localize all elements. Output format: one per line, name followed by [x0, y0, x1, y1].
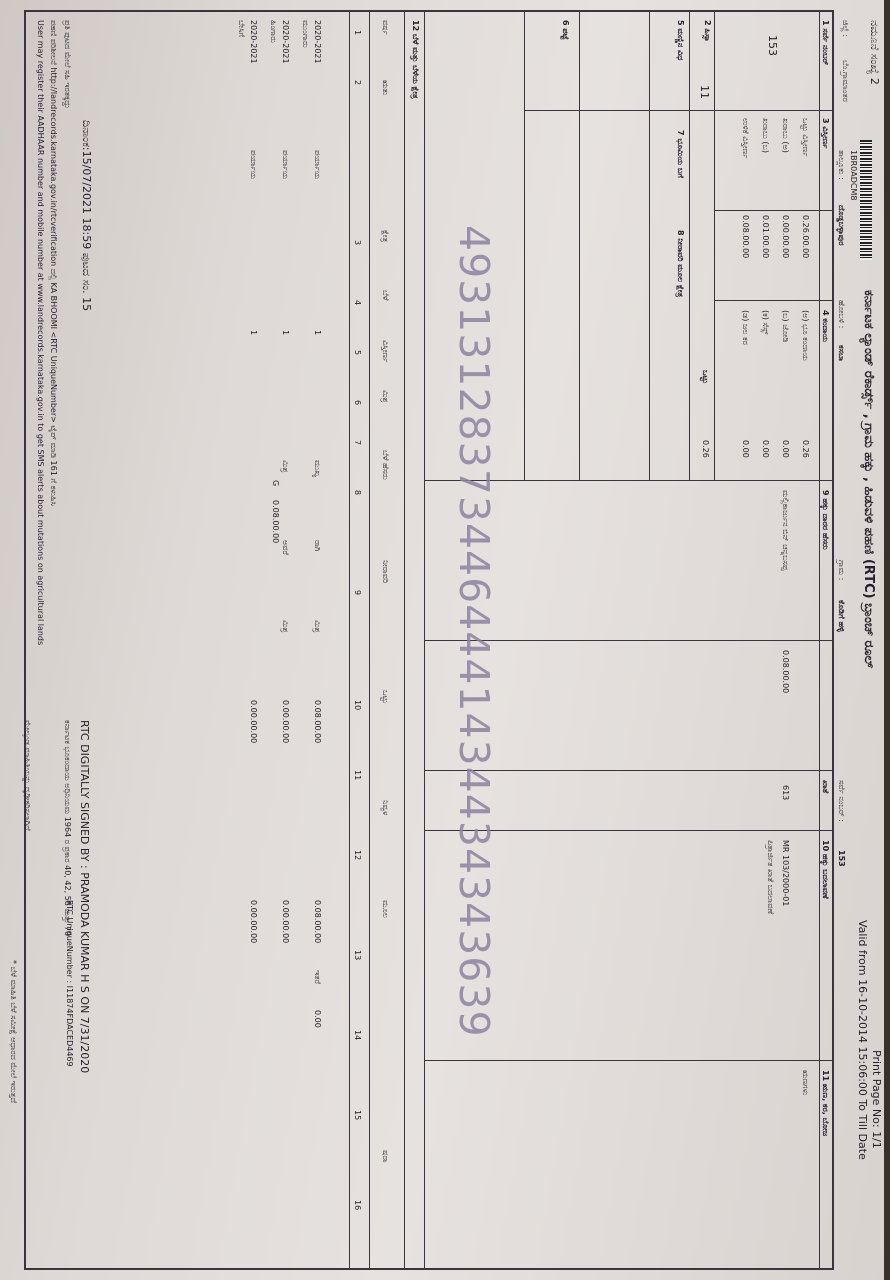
crop-row-2-note: 1	[281, 330, 290, 336]
left-block-divider-2	[689, 10, 690, 480]
crop-row-1-year: 2020-2021	[313, 20, 322, 64]
revenue-row-value-3: 0.00	[761, 440, 770, 458]
crop-row-1-crop-name: ರಾಗಿ	[313, 540, 322, 552]
crop-colnum-14: 14	[353, 1030, 362, 1041]
crop-head-total: ಒಟ್ಟು	[381, 690, 390, 704]
left-block-divider-5	[524, 10, 525, 480]
encumbrance-col-title: 11 ಋಣ, ಕರ, ಬೋಜ	[821, 1070, 830, 1137]
crop-row-3-area2: 0.00.00.00	[249, 900, 258, 944]
hobli-value: ಕಸಬಾ	[837, 345, 846, 362]
crop-head-irrigation: ನೀರಾವರಿ	[381, 560, 390, 584]
crop-colnum-7: 7	[353, 440, 362, 446]
crop-colnum-16: 16	[353, 1200, 362, 1211]
crop-colnum-11: 11	[353, 770, 362, 781]
sms-note: User may register their AADHAAR number and mobile number at www.landrecords.karnataka.gov.in to get SMS alerts about mutations on agricultural lands	[36, 20, 45, 646]
left-col-v1	[524, 110, 834, 111]
crop-head-remarks: ಷರಾ	[381, 1150, 390, 1163]
print-page-no: Print Page No: 1/1	[870, 1050, 883, 1149]
crop-colnum-2: 2	[353, 80, 362, 86]
mutation-col-title: 10 ಹಕ್ಕು ಬದಲಾವಣೆ	[821, 840, 830, 899]
hobli-label: ಹೋಬಳಿ :	[837, 300, 846, 329]
taluk-value: ದೊಡ್ಡಬಳ್ಳಾಪುರ	[837, 205, 846, 246]
crop-head-season: ಋತು	[381, 80, 390, 96]
area-row-value-4: 0.08.00.00	[741, 215, 750, 259]
soil-col-title: 5 ಮಣ್ಣಿನ ವಿಧ	[676, 20, 685, 61]
crop-row-2-area2: 0.00.00.00	[281, 900, 290, 944]
crop-head-crop: ಬೆಳೆ	[381, 290, 390, 301]
left-block-divider-1	[714, 10, 715, 480]
crop-side-zero: 0.00	[313, 1010, 322, 1028]
crop-side-label: ಇತರೆ	[313, 970, 322, 984]
crop-row-1-mix: ಮಿಶ್ರ	[313, 620, 322, 633]
encumbrance-subtitle: ಋಣಗಳು	[801, 1070, 810, 1096]
crop-head-mix: ಮಿಶ್ರ	[381, 390, 390, 403]
revenue-row-label-1: (ಅ) ಭೂ ಕಂದಾಯ	[801, 310, 810, 361]
crop-head-year: ವರ್ಷ	[381, 20, 390, 35]
crop-colnum-9: 9	[353, 590, 362, 596]
revenue-row-label-2: (ಬ) ಜೋಡಿ	[781, 310, 790, 343]
crop-g-area: 0.08.00.00	[271, 500, 280, 544]
crop-row-2-year: 2020-2021	[281, 20, 290, 64]
background-edge	[884, 0, 890, 1280]
crop-row-1-note: 1	[313, 330, 322, 336]
crop-row-3-area: 0.00.00.00	[249, 700, 258, 744]
class-col-title: 6 ಪಟ್ಟೆ	[561, 20, 570, 40]
crop-section-title: 12 ಬೆಳೆ ಮತ್ತು ಬೆಳೆಯ ಕ್ಷೇತ್ರ	[411, 20, 420, 99]
crop-row-3-note: 1	[249, 330, 258, 336]
left-block-divider-3	[649, 10, 650, 480]
revenue-col-title: 4 ಕಂದಾಯ	[821, 310, 830, 343]
area-row-value-1: 0.26.00.00	[801, 215, 810, 259]
crop-row-3-season: ಬೇಸಿಗೆ	[237, 20, 246, 37]
area-row-label-2: ಖರಾಬು (ಅ)	[781, 118, 790, 153]
irrigation-col-title: 8 ನೀರಾವರಿ ಮೂಲ ಕ್ಷೇತ್ರ	[676, 230, 685, 298]
crop-row-2-season: ಹಿಂಗಾರು	[269, 20, 278, 43]
khata-col-title: ಖಾತೆ	[821, 780, 830, 794]
crop-colnum-3: 3	[353, 240, 362, 246]
crop-head-area: ವಿಸ್ತೀರ್ಣ	[381, 340, 390, 363]
mutation-number: MR 103/2000-01	[781, 840, 790, 907]
crop-colnum-1: 1	[353, 30, 362, 36]
barcode-number: 1BR0ADCM8	[849, 150, 858, 201]
survey-col-value: 153	[766, 35, 779, 56]
owner-col-title: 9 ಹಕ್ಕು ದಾರರ ಹೆಸರು	[821, 490, 830, 550]
verification-note: ಪಹಣಿ ಪರಿಶೀಲನೆ http://landrecords.karnataka.gov.in/rtcverification ದಲ್ಲಿ KA BHOOMI <RTC UniqueNumber> ಟೈಪ್ ಮಾಡಿ 161 ಗೆ ಕಳುಹಿಸಿ	[49, 20, 58, 506]
revenue-row-label-3: (ಕ) ಸೆಸ್ಸ್	[761, 310, 770, 335]
taluk-label: ತಾಲ್ಲೂಕು :	[837, 150, 846, 180]
left-col-v3	[714, 300, 834, 301]
crop-colnum-10: 10	[353, 700, 362, 711]
rtc-unique-number: RTC UniqueNumber : I11874FDACED4469	[65, 900, 74, 1067]
crop-colnum-15: 15	[353, 1110, 362, 1121]
revenue-row-value-4: 0.00	[741, 440, 750, 458]
crop-g-mark: G	[271, 480, 280, 487]
crop-head-crop-name: ಬೆಳೆ ಹೆಸರು	[381, 450, 390, 480]
page-title: ಕರ್ನಾಟಕ ಲ್ಯಾಂಡ್ ರೆಕಾರ್ಡ್ಸ್ , ಗ್ರಾಮ ಹಕ್ಕು , ಹಿಡುವಳಿ ಪಹಣಿ (RTC) ಬ್ರಾಂಚ್ ರೂಲ್	[861, 290, 876, 669]
crop-colnum-5: 5	[353, 350, 362, 356]
table-left-border	[24, 10, 834, 12]
district-value: ಬೆಂ.ಗ್ರಾಮಾಂತರ	[841, 60, 850, 102]
crop-row-2-area: 0.00.00.00	[281, 700, 290, 744]
crop-row-1-season: ಮುಂಗಾರು	[301, 20, 310, 48]
crop-colnum-8: 8	[353, 490, 362, 496]
khata-number: 613	[781, 785, 790, 801]
crop-head-net: ನಿವ್ವಳ	[381, 800, 390, 816]
crop-colnum-4: 4	[353, 300, 362, 306]
village-value: ಕೊಡಿಗೆ ಹಳ್ಳಿ	[837, 600, 846, 632]
area-row-label-1: ಒಟ್ಟು ವಿಸ್ತೀರ್ಣ	[801, 118, 810, 157]
revenue-total-label: ಒಟ್ಟು	[701, 370, 710, 384]
tenure-col-title: 7 ಭೂಮಿಯ ಬಗೆ	[676, 130, 685, 178]
crop-header-line-1	[404, 10, 405, 1270]
revenue-total-value: 0.26	[701, 440, 710, 458]
owner-name: ಮಲ್ಲಿಕಾರ್ಜುನ ಬಿನ್ ಚನ್ನಬಸಪ್ಪ	[781, 490, 790, 571]
survey-col-title: 1 ಸರ್ವೆ ನಂಬರ್	[821, 20, 830, 66]
crop-row-3-crop: ಪರ್ಯಾಯ	[249, 150, 258, 180]
table-right-border	[24, 1268, 834, 1270]
crop-header-line-2	[369, 10, 370, 1270]
crop-row-1-area: 0.08.00.00	[313, 700, 322, 744]
crop-row-2-mix: ಮಿಶ್ರ	[281, 620, 290, 633]
crop-row-2-crop: ಪರ್ಯಾಯ	[281, 150, 290, 180]
district-label: ಜಿಲ್ಲೆ :	[841, 20, 850, 38]
owner-col-v4	[424, 1060, 834, 1061]
village-label: ಗ್ರಾಮ :	[837, 560, 846, 581]
crop-head-field: ಕ್ಷೇತ್ರ	[381, 230, 390, 243]
mutation-note: ಪಿತ್ರಾರ್ಜಿತ ಖಾತೆ ಬದಲಾವಣೆ	[766, 840, 775, 915]
revenue-row-value-1: 0.26	[801, 440, 810, 458]
digital-signature: RTC DIGITALLY SIGNED BY : PRAMODA KUMAR H S ON 7/31/2020	[78, 720, 91, 1074]
left-block-divider-4	[579, 10, 580, 480]
hissa-col-title: 2 ಹಿಸ್ಸಾ	[703, 20, 712, 42]
barcode	[860, 140, 872, 260]
signature-note: ಪ್ರತಿ ಪುಟದ ಮೇಲೆ ಸಹಿ ಇರತಕ್ಕದ್ದು	[63, 20, 72, 109]
act-note: ಕರ್ನಾಟಕ ಭೂಕಂದಾಯ ಅಧಿನಿಯಮ 1964 ರ ಪ್ರಕಾರ 40, 42, 58 ಮತ್ತು 70	[63, 720, 72, 937]
authentication-note: ಮೇಲ್ಕಂಡ ಮಾಹಿತಿಯನ್ನು ದೃಢೀಕರಿಸಲಾಗಿದೆ	[23, 720, 32, 831]
left-col-v2	[714, 210, 834, 211]
area-col-title: 3 ವಿಸ್ತೀರ್ಣ	[821, 118, 830, 149]
crop-colnum-12: 12	[353, 850, 362, 861]
rtc-watermark-number: 493131283734464441434434343639	[450, 225, 498, 1038]
revenue-row-label-4: (ಡ) ಜಲ ಕರ	[741, 310, 750, 345]
crop-colnum-13: 13	[353, 950, 362, 961]
area-row-value-3: 0.01.00.00	[761, 215, 770, 259]
valid-from: Valid from 16-10-2014 15:06:00 To Till Date	[856, 920, 869, 1160]
crop-header-line-3	[349, 10, 350, 1270]
crop-row-1-area2: 0.08.00.00	[313, 900, 322, 944]
survey-label: ಸರ್ವೆ ನಂಬರ್ :	[837, 780, 846, 822]
print-date-line: ದಿನಾಂಕ:15/07/2021 18:59 ಪುಟದ ಸಂ. 15	[80, 120, 93, 312]
area-row-label-4: ಉಳಿಕೆ ವಿಸ್ತೀರ್ಣ	[741, 118, 750, 159]
hissa-col-value: 11	[698, 85, 711, 99]
owner-area: 0.08.00.00	[781, 650, 790, 694]
crop-row-2-land: ಮಿಶ್ರ	[281, 460, 290, 473]
survey-value: 153	[837, 850, 846, 867]
crop-row-1-land: ಮುಖ್ಯ	[313, 460, 322, 478]
area-row-label-3: ಖರಾಬು (ಬ)	[761, 118, 770, 154]
area-row-value-2: 0.00.00.00	[781, 215, 790, 259]
table-bottom-border	[24, 10, 26, 1270]
revenue-row-value-2: 0.00	[781, 440, 790, 458]
crop-head-source: ಮೂಲ	[381, 900, 390, 918]
crop-row-3-year: 2020-2021	[249, 20, 258, 64]
crop-row-1-crop: ಪರ್ಯಾಯ	[313, 150, 322, 180]
crop-colnum-6: 6	[353, 400, 362, 406]
crop-row-2-crop-name: ಅವರೆ	[281, 540, 290, 555]
crop-survey-note: * ಬೆಳೆ ಮಾಹಿತಿ ಬೆಳೆ ಸಮೀಕ್ಷೆ ಆಧಾರದ ಮೇಲೆ ಇರುತ್ತದೆ	[9, 960, 18, 1104]
form-number: ನಮೂನೆ ಸಂಖ್ಯೆ 2	[868, 20, 881, 85]
